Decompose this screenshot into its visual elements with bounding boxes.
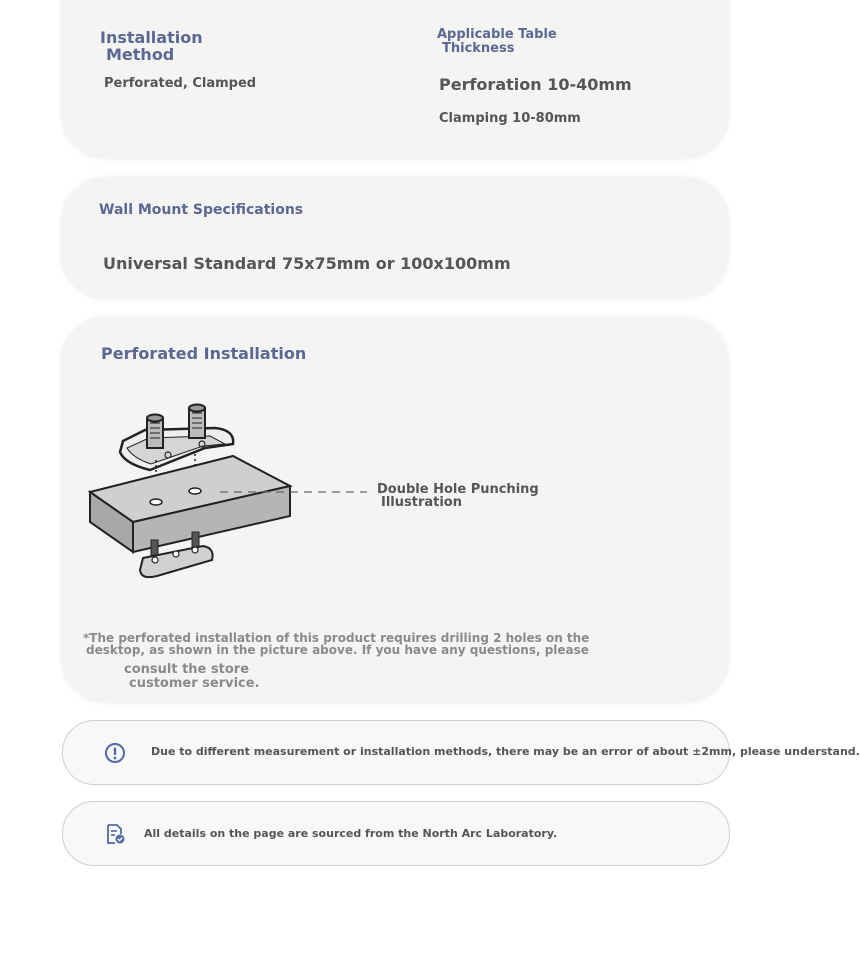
installation-method-heading-2 <box>106 47 174 63</box>
note-line-4: customer service. <box>129 676 260 691</box>
exclamation-circle-icon <box>104 742 126 764</box>
wall-mount-value: Universal Standard 75x75mm or 100x100mm <box>103 254 511 273</box>
measurement-notice <box>62 720 860 785</box>
table-thickness-heading <box>437 28 557 41</box>
document-check-icon <box>104 823 126 845</box>
method-heading-line1: Installation <box>100 28 203 47</box>
perforation-value: Perforation 10-40mm <box>439 75 632 94</box>
note-line-3: consult the store <box>124 662 250 677</box>
perforated-heading: Perforated Installation <box>101 344 307 363</box>
measurement-notice-text: Due to different measurement or installation methods, there may be an error of about ±2mm, please understand. <box>151 745 860 758</box>
installation-method-heading <box>100 30 203 46</box>
thickness-heading-line2: Thickness <box>442 41 515 56</box>
thickness-heading-line1: Applicable Table <box>437 27 557 42</box>
illustration-label-line1: Double Hole Punching <box>377 482 539 497</box>
source-notice-text: All details on the page are sourced from the North Arc Laboratory. <box>144 827 558 840</box>
table-board <box>90 456 290 552</box>
note-line-2: desktop, as shown in the picture above. If you have any questions, please <box>86 643 589 657</box>
illustration-label-line2: Illustration <box>381 495 462 510</box>
note-line-1: *The perforated installation of this product requires drilling 2 holes on the <box>83 631 590 645</box>
illustration-label-2 <box>381 496 462 509</box>
installation-method-value: Perforated, Clamped <box>104 76 257 91</box>
clamping-value: Clamping 10-80mm <box>439 111 581 126</box>
method-heading-line2: Method <box>106 45 175 64</box>
source-notice <box>62 801 730 866</box>
wall-mount-card <box>61 177 729 299</box>
table-thickness-heading-2 <box>442 42 514 55</box>
wall-mount-heading: Wall Mount Specifications <box>99 202 304 218</box>
clamp-illustration <box>85 398 385 588</box>
